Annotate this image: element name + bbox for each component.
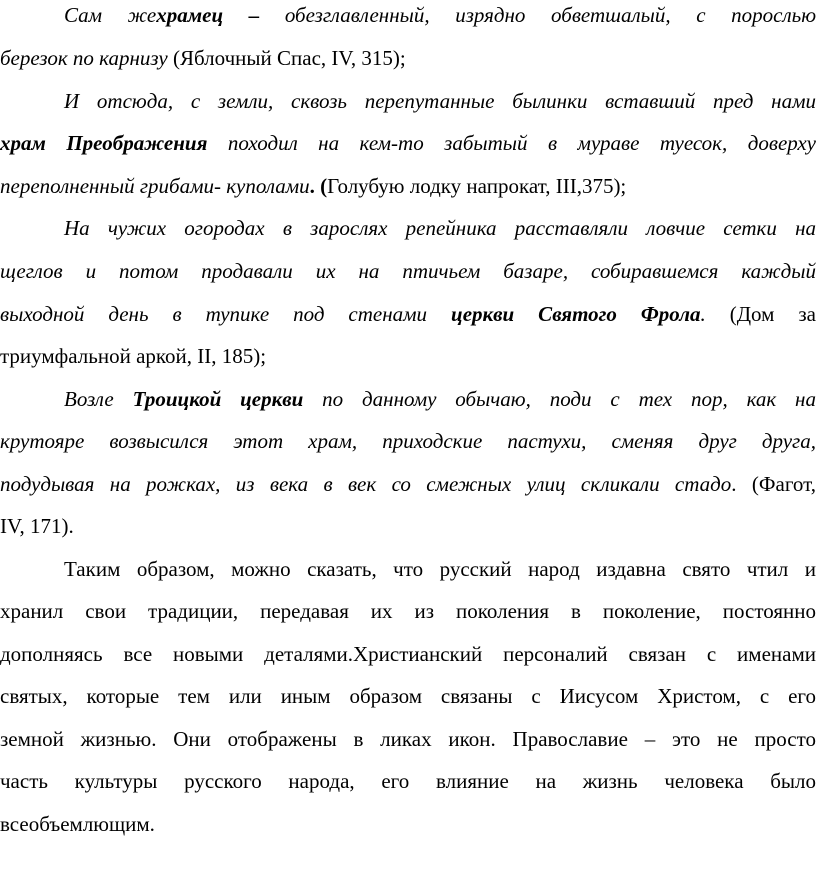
- p5-line-6: часть культуры русского народа, его влияние на жизнь человека было: [0, 769, 816, 793]
- p4-line-2: крутояре возвысился этот храм, приходские пастухи, сменяя друг друга,: [0, 429, 816, 453]
- p5-line-3: дополняясь все новыми деталями.Христианский персоналий связан с именами: [0, 642, 816, 666]
- p5-line-5: земной жизнью. Они отображены в ликах икон. Православие – это не просто: [0, 727, 816, 751]
- p2-l2-b: походил на кем-то забытый в мураве туесок, доверху: [207, 131, 816, 155]
- p4-l3-b: . (Фагот,: [731, 472, 816, 496]
- p2-l3-b: . (: [309, 174, 328, 198]
- p2-l3-a: переполненный грибами- куполами: [0, 174, 310, 198]
- p4-l1-c: по данному обычаю, поди с тех пор, как на: [303, 387, 816, 411]
- p2-l2-a: храм Преображения: [0, 131, 208, 155]
- p2-l3-c: Голубую лодку напрокат, III,375);: [327, 174, 627, 198]
- p3-line-4: триумфальной аркой, II, 185);: [0, 344, 267, 368]
- p3-line-3: [0, 304, 816, 325]
- p3-l3-b: церкви Святого Фрола: [451, 302, 701, 326]
- p4-line-1: [64, 389, 816, 410]
- p1-line-2: [0, 48, 816, 69]
- p3-line-2: щеглов и потом продавали их на птичьем базаре, собиравшемся каждый: [0, 259, 816, 283]
- p3-l3-c: .: [700, 302, 730, 326]
- p5-line-4: святых, которые тем или иным образом связаны с Иисусом Христом, с его: [0, 684, 816, 708]
- p1-l1-a: Сам же: [64, 3, 157, 27]
- p4-l1-a: Возле: [64, 387, 133, 411]
- p1-l1-b: храмец –: [156, 3, 260, 27]
- p3-line-1: На чужих огородах в зарослях репейника расставляли ловчие сетки на: [64, 216, 816, 240]
- p3-l3-d: (Дом за: [729, 302, 816, 326]
- p5-line-1: Таким образом, можно сказать, что русский народ издавна свято чтил и: [64, 557, 816, 581]
- p1-l2-a: березок по карнизу: [0, 46, 168, 70]
- p1-l2-b: (Яблочный Спас, IV, 315);: [167, 46, 406, 70]
- p1-l1-c: обезглавленный, изрядно обветшалый, с порослью: [259, 3, 816, 27]
- p2-line-1: И отсюда, с земли, сквозь перепутанные былинки вставший пред нами: [64, 89, 816, 113]
- p3-l3-a: выходной день в тупике под стенами: [0, 302, 452, 326]
- p4-line-3: [0, 474, 816, 495]
- p1-line-1: [64, 5, 816, 26]
- p5-line-2: хранил свои традиции, передавая их из поколения в поколение, постоянно: [0, 599, 816, 623]
- p2-line-2: [0, 133, 816, 154]
- p4-l1-b: Троицкой церкви: [132, 387, 304, 411]
- p4-line-4: IV, 171).: [0, 514, 74, 538]
- p5-line-7: всеобъемлющим.: [0, 812, 155, 836]
- p4-l3-a: подудывая на рожках, из века в век со смежных улиц скликали стадо: [0, 472, 732, 496]
- p2-line-3: [0, 176, 816, 197]
